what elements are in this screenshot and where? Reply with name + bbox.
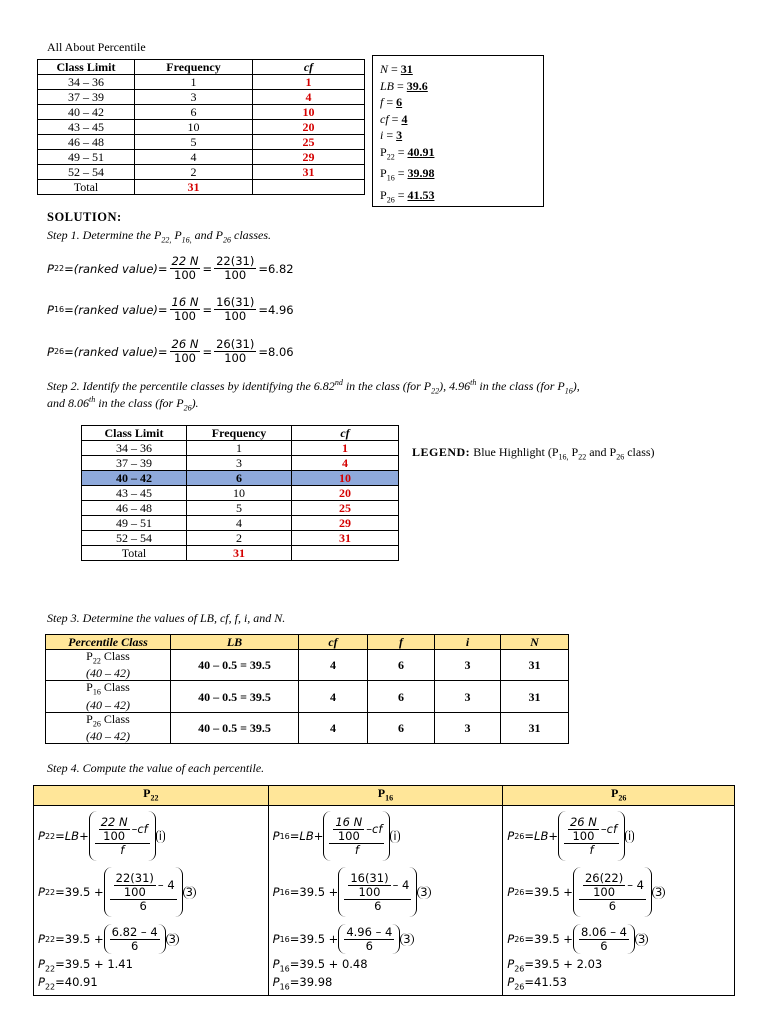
table-row xyxy=(46,681,569,712)
step2-text: Step 2. Identify the percentile classes by identifying the 6.82nd in the class (for $P_{22}$), 4.96th in the class (for $P_{16}$), xyxy=(47,378,580,396)
table-row xyxy=(38,150,365,165)
summary-value: 6 xyxy=(396,95,403,109)
empty-cell xyxy=(292,546,399,561)
summary-value: 39.6 xyxy=(406,78,428,93)
f-cell: 6 xyxy=(368,712,435,743)
table-cell: 1 xyxy=(292,441,399,456)
cf-cell: 4 xyxy=(299,681,368,712)
table-row xyxy=(82,516,399,531)
solution-label: SOLUTION: xyxy=(47,210,122,224)
i-cell: 3 xyxy=(435,681,501,712)
percentile-class-cell: $P_{22}$ Class (40 – 42) xyxy=(46,650,171,681)
i-cell: 3 xyxy=(435,650,501,681)
table-cell: 52 – 54 xyxy=(38,165,135,180)
ranked-value-equation: P 26 = (ranked value) = $\frac{26 N}{100}$ = $\frac{26(31)}{100}$ = 8.06 xyxy=(47,337,294,365)
table-cell: 1 xyxy=(253,75,365,90)
summary-item: $P_{22} = 40.91$ xyxy=(380,144,435,161)
table-cell: 43 – 45 xyxy=(38,120,135,135)
table-cell: 25 xyxy=(253,135,365,150)
table-cell: 40 – 42 xyxy=(82,471,187,486)
table-cell: 1 xyxy=(187,441,292,456)
page-title: All About Percentile xyxy=(47,40,146,54)
table-row xyxy=(38,135,365,150)
percentile-computation: P 26 = LB + $\frac{26 N}{100}$ – cf f i P 26 =39.5 + $\frac{26(22)}{100}$ – 4 6 3 P 26 =39.5 + $\frac{8.06 - 4}{6}$ 3 $P_{26}=39.5 + 2.03$ $P_{26}=41.53$ xyxy=(503,806,735,996)
table-cell: 10 xyxy=(253,105,365,120)
total-value: 31 xyxy=(135,180,253,195)
summary-item: cf = 4 xyxy=(380,111,408,126)
table-cell: 25 xyxy=(292,501,399,516)
summary-item: N = 31 xyxy=(380,62,413,76)
percentile-computation: P 16 = LB + $\frac{16 N}{100}$ – cf f i P 16 =39.5 + $\frac{16(31)}{100}$ – 4 6 3 P 16 =39.5 + $\frac{4.96 - 4}{6}$ 3 $P_{16}=39.5 + 0.48$ $P_{16}=39.98$ xyxy=(268,806,503,996)
percentile-class-cell: $P_{16}$ Class (40 – 42) xyxy=(46,681,171,712)
ranked-value-equation: P 22 = (ranked value) = $\frac{22 N}{100}$ = $\frac{22(31)}{100}$ = 6.82 xyxy=(47,254,294,282)
table-row xyxy=(82,531,399,546)
legend-label: LEGEND: xyxy=(412,445,471,459)
col-percentile-class: Percentile Class xyxy=(46,635,171,650)
table-row xyxy=(38,165,365,180)
table-row xyxy=(82,441,399,456)
computation-table xyxy=(33,785,735,996)
table-row xyxy=(46,650,569,681)
table-cell: 37 – 39 xyxy=(38,90,135,105)
col-lb: LB xyxy=(171,635,299,650)
table-cell: 40 – 42 xyxy=(38,105,135,120)
col-class-limit: Class Limit xyxy=(38,60,135,75)
frequency-table xyxy=(37,59,365,195)
percentile-class-cell: $P_{26}$ Class (40 – 42) xyxy=(46,712,171,743)
summary-item: $P_{26} = 41.53$ xyxy=(380,188,435,205)
lb-cell: 40 – 0.5 = 39.5 xyxy=(171,712,299,743)
table-row xyxy=(38,75,365,90)
summary-item: $P_{16} = 39.98$ xyxy=(380,166,435,183)
n-cell: 31 xyxy=(501,681,569,712)
col-cf: cf xyxy=(292,426,399,441)
table-cell: 4 xyxy=(292,456,399,471)
table-cell: 10 xyxy=(135,120,253,135)
table-row xyxy=(82,486,399,501)
table-row xyxy=(82,501,399,516)
col-f: f xyxy=(368,635,435,650)
table-cell: 6 xyxy=(187,471,292,486)
summary-value: 39.98 xyxy=(407,166,435,181)
table-cell: 46 – 48 xyxy=(82,501,187,516)
summary-value: 31 xyxy=(400,62,413,76)
summary-value: 40.91 xyxy=(407,144,435,159)
col-cf: cf xyxy=(253,60,365,75)
percentile-header: $P_{26}$ xyxy=(503,786,735,806)
table-cell: 10 xyxy=(292,471,399,486)
col-class-limit: Class Limit xyxy=(82,426,187,441)
table-cell: 4 xyxy=(253,90,365,105)
summary-value: 3 xyxy=(396,128,403,142)
table-cell: 5 xyxy=(187,501,292,516)
percentile-header: $P_{22}$ xyxy=(34,786,269,806)
percentile-computation: P 22 = LB + $\frac{22 N}{100}$ – cf f i P 22 =39.5 + $\frac{22(31)}{100}$ – 4 6 3 P 22 =39.5 + $\frac{6.82 - 4}{6}$ 3 $P_{22}=39.5 + 1.41$ $P_{22}=40.91$ xyxy=(34,806,269,996)
table-cell: 5 xyxy=(135,135,253,150)
table-cell: 2 xyxy=(135,165,253,180)
table-cell: 46 – 48 xyxy=(38,135,135,150)
f-cell: 6 xyxy=(368,650,435,681)
highlighted-frequency-table xyxy=(81,425,399,561)
table-cell: 1 xyxy=(135,75,253,90)
step4-text: Step 4. Compute the value of each percentile. xyxy=(47,761,265,775)
table-row xyxy=(38,120,365,135)
summary-item: f = 6 xyxy=(380,95,403,109)
summary-value: 4 xyxy=(401,111,408,126)
step2-text-line2: and 8.06th in the class (for $P_{26}$). xyxy=(47,395,199,413)
table-row xyxy=(82,456,399,471)
table-cell: 10 xyxy=(187,486,292,501)
summary-value: 41.53 xyxy=(407,188,435,203)
table-cell: 3 xyxy=(135,90,253,105)
n-cell: 31 xyxy=(501,650,569,681)
percentile-header: $P_{16}$ xyxy=(268,786,503,806)
col-frequency: Frequency xyxy=(135,60,253,75)
legend: LEGEND: Blue Highlight ($P_{16,}$ $P_{22}$ and $P_{26}$ class) xyxy=(412,445,655,462)
total-row xyxy=(38,180,365,195)
table-cell: 29 xyxy=(292,516,399,531)
table-cell: 31 xyxy=(292,531,399,546)
i-cell: 3 xyxy=(435,712,501,743)
n-cell: 31 xyxy=(501,712,569,743)
table-cell: 4 xyxy=(135,150,253,165)
step1-text: Step 1. Determine the $P_{22,}$ $P_{16,}$ and $P_{26}$ classes. xyxy=(47,228,271,245)
table-cell: 20 xyxy=(253,120,365,135)
lb-cell: 40 – 0.5 = 39.5 xyxy=(171,650,299,681)
total-label: Total xyxy=(82,546,187,561)
table-row xyxy=(46,712,569,743)
table-cell: 6 xyxy=(135,105,253,120)
cf-cell: 4 xyxy=(299,712,368,743)
table-row xyxy=(38,90,365,105)
table-cell: 49 – 51 xyxy=(82,516,187,531)
table-cell: 29 xyxy=(253,150,365,165)
table-cell: 49 – 51 xyxy=(38,150,135,165)
lb-cell: 40 – 0.5 = 39.5 xyxy=(171,681,299,712)
summary-item: LB = 39.6 xyxy=(380,78,428,93)
table-row xyxy=(38,105,365,120)
summary-box xyxy=(372,55,544,207)
col-frequency: Frequency xyxy=(187,426,292,441)
total-row xyxy=(82,546,399,561)
empty-cell xyxy=(253,180,365,195)
table-cell: 2 xyxy=(187,531,292,546)
summary-item: i = 3 xyxy=(380,128,403,142)
table-cell: 43 – 45 xyxy=(82,486,187,501)
table-cell: 52 – 54 xyxy=(82,531,187,546)
f-cell: 6 xyxy=(368,681,435,712)
col-cf: cf xyxy=(299,635,368,650)
table-cell: 4 xyxy=(187,516,292,531)
total-label: Total xyxy=(38,180,135,195)
step3-text: Step 3. Determine the values of LB, cf, f, i, and N. xyxy=(47,611,286,625)
table-cell: 20 xyxy=(292,486,399,501)
col-i: i xyxy=(435,635,501,650)
col-n: N xyxy=(501,635,569,650)
table-cell: 34 – 36 xyxy=(82,441,187,456)
percentile-values-table xyxy=(45,634,569,744)
cf-cell: 4 xyxy=(299,650,368,681)
table-cell: 31 xyxy=(253,165,365,180)
table-cell: 34 – 36 xyxy=(38,75,135,90)
table-cell: 3 xyxy=(187,456,292,471)
ranked-value-equation: P 16 = (ranked value) = $\frac{16 N}{100}$ = $\frac{16(31)}{100}$ = 4.96 xyxy=(47,295,294,323)
table-row xyxy=(82,471,399,486)
total-value: 31 xyxy=(187,546,292,561)
table-cell: 37 – 39 xyxy=(82,456,187,471)
